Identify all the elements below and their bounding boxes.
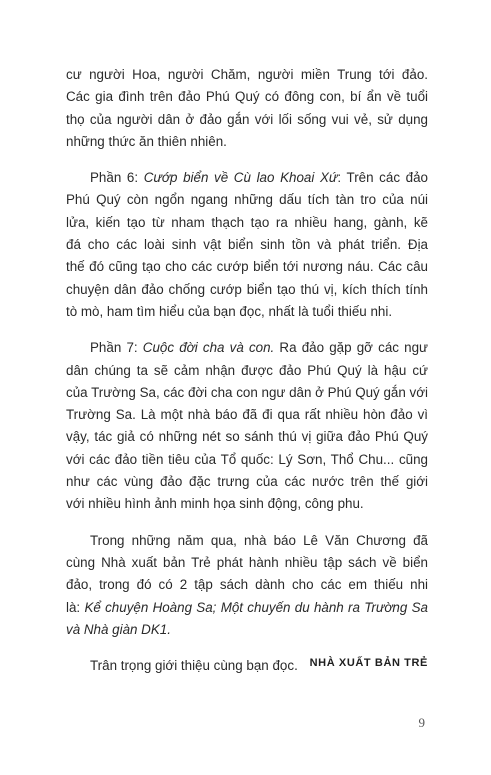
page-number: 9 bbox=[418, 715, 425, 730]
text-line: Trân trọng giới thiệu cùng bạn đọc. bbox=[90, 658, 298, 674]
text-line: như các vùng đảo đặc trưng của các nước trên thế giới bbox=[66, 474, 428, 490]
text-line: Phú Quý còn ngổn ngang những dấu tích tàn tro của núi bbox=[66, 192, 428, 208]
text-line: Trong những năm qua, nhà báo Lê Văn Chương đã bbox=[90, 532, 428, 548]
part-title: Cuộc đời cha và con. bbox=[142, 340, 275, 356]
part-label: Phần 6: bbox=[90, 170, 144, 186]
paragraph-1 bbox=[66, 64, 428, 153]
text-run: là: bbox=[66, 599, 85, 615]
text-line: những thức ăn thiên nhiên. bbox=[66, 133, 227, 149]
text-line: với các đảo tiền tiêu của Tổ quốc: Lý Sơn, Thổ Chu... cũng bbox=[66, 451, 428, 467]
text-run: Ra đảo gặp gỡ các ngư bbox=[274, 340, 428, 356]
paragraph-publisher bbox=[66, 530, 428, 641]
text-line: tò mò, ham tìm hiểu của bạn đọc, nhất là tuổi thiếu nhi. bbox=[66, 303, 393, 319]
text-line bbox=[66, 597, 428, 619]
text-line: chuyện dân đảo chống cướp biển tạo thú vị, kích thích tính bbox=[66, 281, 428, 297]
book-title-line: và Nhà giàn DK1. bbox=[66, 621, 171, 637]
text-line: cùng Nhà xuất bản Trẻ phát hành nhiều tập sách về biển bbox=[66, 554, 428, 570]
part-title: Cướp biển về Cù lao Khoai Xứ bbox=[143, 170, 338, 186]
text-line: dân chúng ta sẽ cảm nhận được đảo Phú Quý là hậu cứ bbox=[66, 362, 428, 378]
text-line: đảo, trong đó có 2 tập sách dành cho các em thiếu nhi bbox=[66, 577, 428, 593]
part-label: Phần 7: bbox=[90, 340, 143, 356]
text-line bbox=[66, 337, 428, 359]
text-line: thọ của người dân ở đảo gắn với lối sống vui vẻ, sử dụng bbox=[66, 111, 428, 127]
paragraph-part-7 bbox=[66, 337, 428, 515]
text-line: vậy, tác giả có những nét so sánh thú vị giữa đảo Phú Quý bbox=[66, 429, 428, 445]
text-line: với nhiều hình ảnh minh họa sinh động, công phu. bbox=[66, 496, 364, 512]
text-line: đá cho các loài sinh vật biển sinh tồn và phát triển. Địa bbox=[66, 237, 428, 253]
page-body bbox=[66, 64, 428, 691]
publisher-signature: NHÀ XUẤT BẢN TRẺ bbox=[309, 657, 428, 669]
text-line: thế đó cũng tạo cho các cướp biển tới nương náu. Các câu bbox=[66, 259, 428, 275]
text-line: cư người Hoa, người Chăm, người miền Trung tới đảo. bbox=[66, 67, 428, 82]
text-line: Các gia đình trên đảo Phú Quý có đông con, bí ẩn về tuổi bbox=[66, 89, 428, 105]
paragraph-part-6 bbox=[66, 167, 428, 323]
book-titles: Kể chuyện Hoàng Sa; Một chuyến du hành ra Trường Sa bbox=[84, 599, 428, 615]
text-line: của Trường Sa, các đời cha con ngư dân ở Phú Quý gắn với bbox=[66, 384, 428, 400]
text-line bbox=[66, 167, 428, 189]
text-run: : Trên các đảo bbox=[337, 170, 429, 186]
text-line: lửa, kiến tạo từ nham thạch tạo ra nhiều hang, gành, kẽ bbox=[66, 214, 428, 230]
text-line: Trường Sa. Là một nhà báo đã đi qua rất nhiều hòn đảo vì bbox=[66, 407, 428, 423]
